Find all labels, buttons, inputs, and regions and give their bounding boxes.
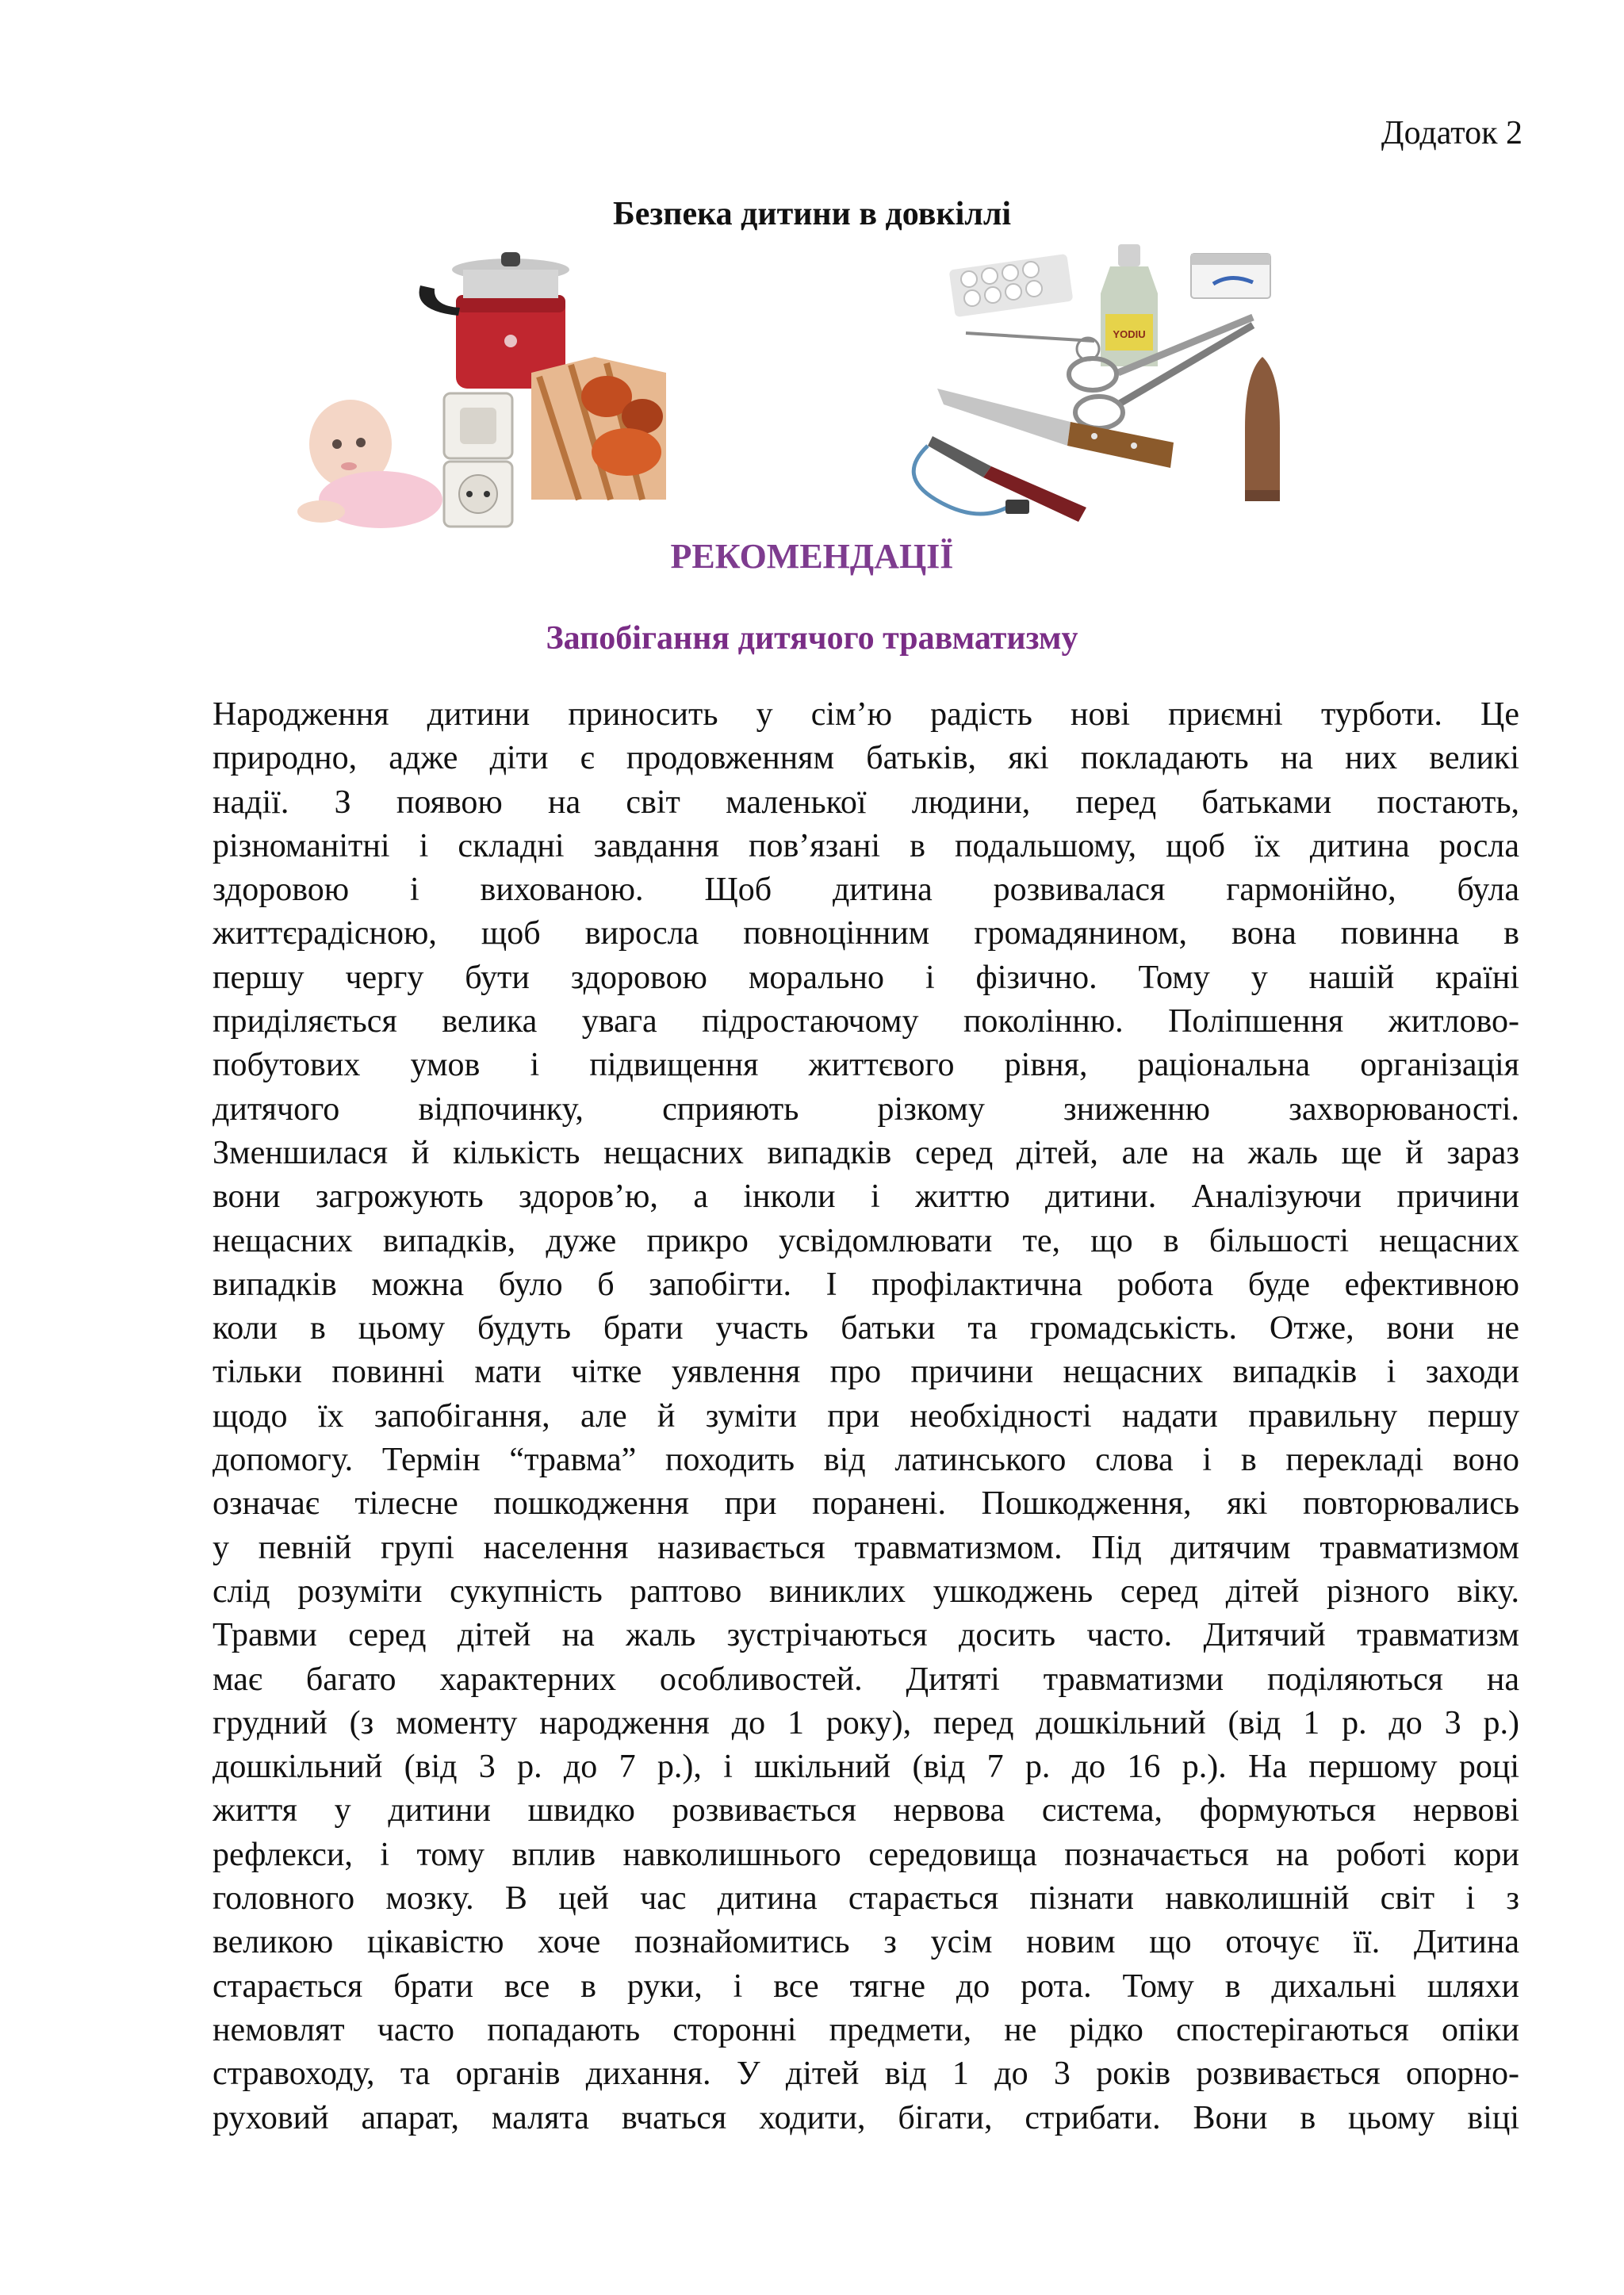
body-line: головного мозку. В цей час дитина старається пізнати навколишній світ і з	[213, 1880, 1519, 1918]
body-line: великою цікавістю хоче познайомитись з усім новим що оточує її. Дитина	[213, 1924, 1519, 1961]
pills-icon	[949, 254, 1074, 317]
body-line: допомогу. Термін “травма” походить від латинського слова і в перекладі воно	[213, 1442, 1519, 1479]
knife-icon	[937, 389, 1174, 468]
body-line: тільки повинні мати чітке уявлення про причини нещасних випадків і заходи	[213, 1354, 1519, 1391]
body-line: щодо їх запобігання, але й зуміти при необхідності надати правильну першу	[213, 1397, 1519, 1435]
body-line: коли в цьому будуть брати участь батьки та громадськість. Отже, вони не	[213, 1310, 1519, 1347]
body-line: природно, адже діти є продовженням батьків, які покладають на них великі	[213, 740, 1519, 777]
body-line: рефлекси, і тому вплив навколишнього середовища позначається на роботі кори	[213, 1836, 1519, 1873]
body-line: нещасних випадків, дуже прикро усвідомлювати те, що в більшості нещасних	[213, 1222, 1519, 1259]
body-line: різноманітні і складні завдання пов’язані в подальшому, щоб їх дитина росла	[213, 827, 1519, 864]
body-line: стравоходу, та органів дихання. У дітей від 1 до 3 років розвивається опорно-	[213, 2056, 1519, 2093]
body-line: Народження дитини приносить у сім’ю радість нові приємні турботи. Це	[213, 696, 1519, 733]
body-line: грудний (з моменту народження до 1 року), перед дошкільний (від 1 р. до 3 р.)	[213, 1704, 1519, 1741]
body-line: означає тілесне пошкодження при поранені. Пошкодження, які повторювались	[213, 1485, 1519, 1523]
body-line: має багато характерних особливостей. Дитяті травматизми поділяються на	[213, 1661, 1519, 1698]
recommendations-heading: РЕКОМЕНДАЦІЇ	[670, 537, 954, 576]
body-line: у певній групі населення називається травматизмом. Під дитячим травматизмом	[213, 1529, 1519, 1566]
body-line: вони загрожують здоров’ю, а інколи і життю дитини. Аналізуючи причини	[213, 1178, 1519, 1216]
body-line: життєрадісною, щоб виросла повноцінним громадянином, вона повинна в	[213, 915, 1519, 952]
scissors-icon	[1069, 317, 1253, 428]
body-line: побутових умов і підвищення життєвого рівня, раціональна організація	[213, 1047, 1519, 1084]
body-line: першу чергу бути здоровою морально і фізично. Тому у нашій країні	[213, 959, 1519, 996]
body-line: дитячого відпочинку, сприяють різкому зниженню захворюваності.	[213, 1090, 1519, 1128]
baby-icon	[297, 400, 442, 528]
page-title: Безпека дитини в довкіллі	[612, 196, 1012, 232]
hot-dishes-icon	[531, 357, 666, 500]
power-outlet-icon	[444, 393, 512, 527]
body-line: немовлят часто попадають сторонні предмети, не рідко спостерігаються опіки	[213, 2011, 1519, 2048]
body-line: слід розуміти сукупність раптово виниклих ушкоджень серед дітей різного віку.	[213, 1573, 1519, 1610]
body-line: здоровою і вихованою. Щоб дитина розвивалася гармонійно, була	[213, 872, 1519, 909]
matches-icon	[1191, 254, 1270, 298]
body-line: Травми серед дітей на жаль зустрічаються досить часто. Дитячий травматизм	[213, 1617, 1519, 1654]
soldering-iron-icon	[914, 436, 1086, 522]
body-text	[213, 693, 1519, 2140]
body-line: приділяється велика увага підростаючому поколінню. Поліпшення житлово-	[213, 1003, 1519, 1040]
hazards-illustration	[293, 238, 1324, 533]
recommendations-subheading: Запобігання дитячого травматизму	[546, 620, 1078, 657]
appendix-label: Додаток 2	[1381, 115, 1522, 151]
body-line: Зменшилася й кількість нещасних випадків серед дітей, але на жаль ще й зараз	[213, 1134, 1519, 1171]
kettle-icon	[419, 252, 569, 389]
body-line: випадків можна було б запобігти. І профілактична робота буде ефективною	[213, 1266, 1519, 1303]
body-line: життя у дитини швидко розвивається нервова система, формуються нервові	[213, 1792, 1519, 1829]
needle-icon	[966, 333, 1099, 360]
body-line: дошкільний (від 3 р. до 7 р.), і шкільний (від 7 р. до 16 р.). На першому році	[213, 1749, 1519, 1786]
body-line: старається брати все в руки, і все тягне до рота. Тому в дихальні шляхи	[213, 1967, 1519, 2005]
bullet-icon	[1245, 357, 1280, 501]
bottle-label: YODIU	[1113, 328, 1146, 340]
medicine-bottle-icon	[1101, 244, 1158, 366]
body-line: надії. З появою на світ маленької людини, перед батьками постають,	[213, 784, 1519, 821]
body-line: руховий апарат, малята вчаться ходити, бігати, стрибати. Вони в цьому віці	[213, 2099, 1519, 2136]
